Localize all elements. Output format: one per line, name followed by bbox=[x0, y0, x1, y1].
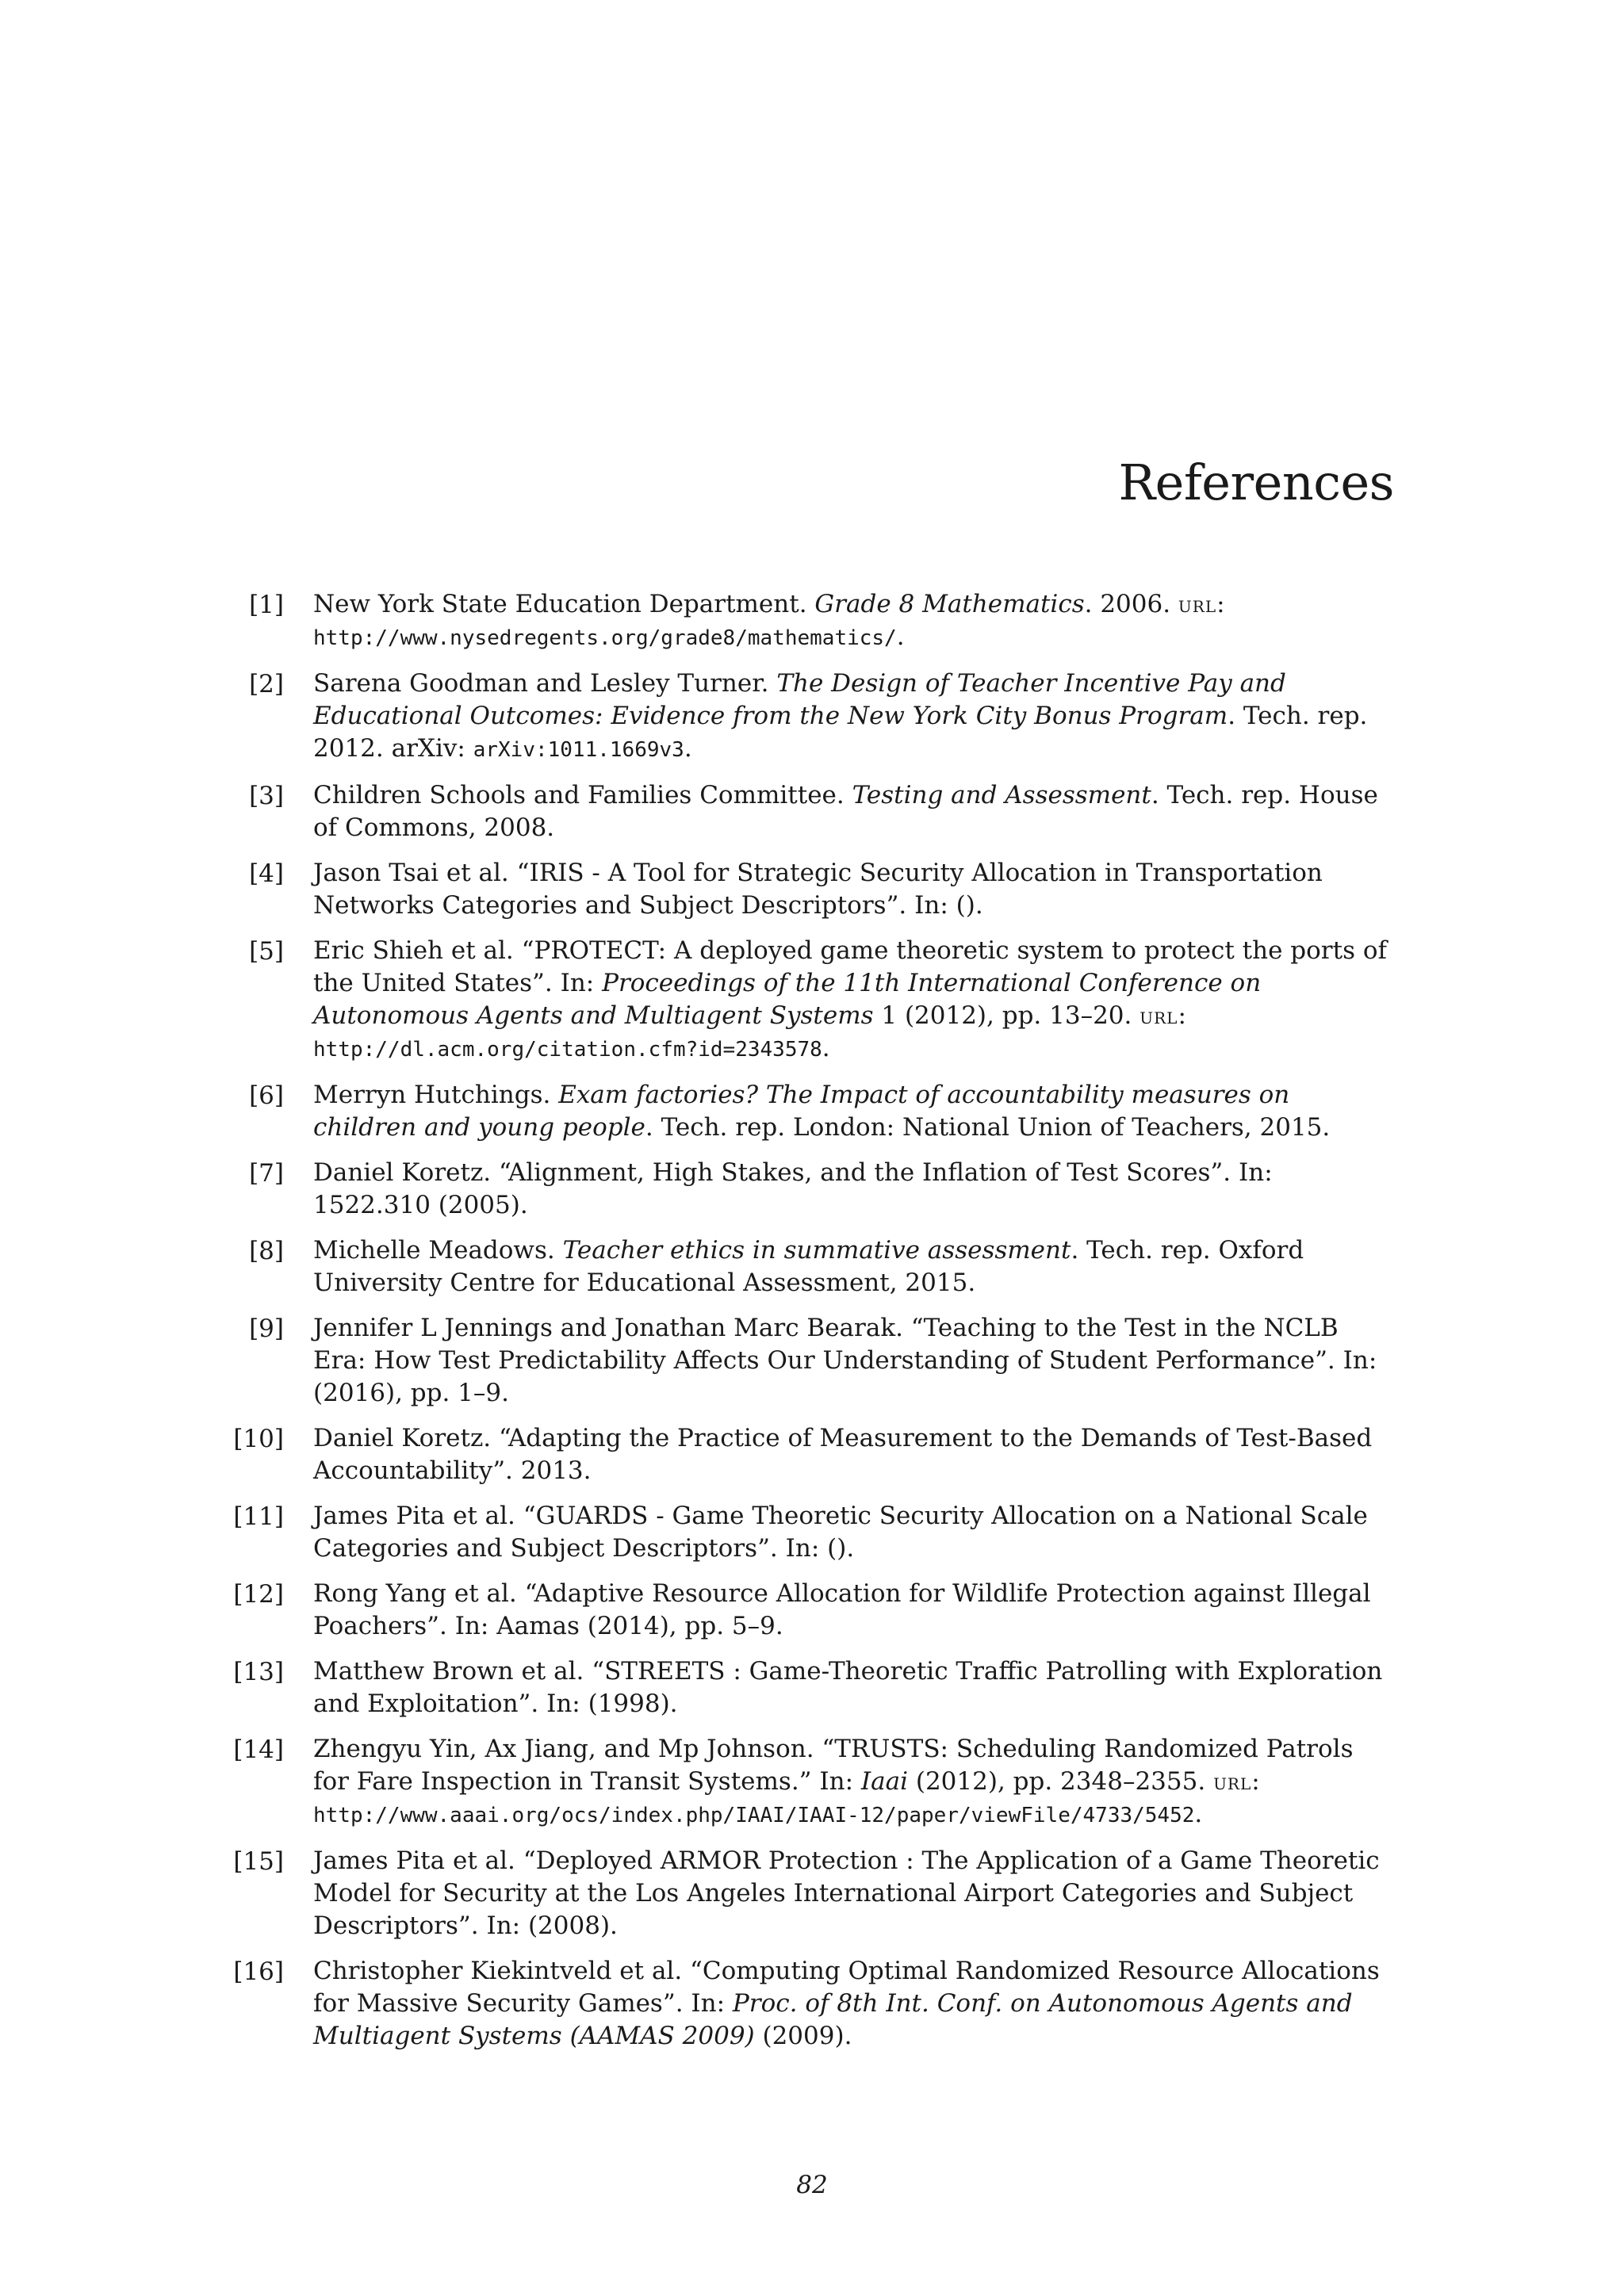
reference-segment: Children Schools and Families Committee. bbox=[313, 781, 852, 809]
reference-italic-title: Proc. of 8th Int. Conf. on Autonomous Agents and Multiagent Systems (AAMAS 2009) bbox=[313, 1989, 1353, 2050]
reference-segment: : bbox=[1251, 1767, 1260, 1796]
reference-text bbox=[313, 1422, 1396, 1487]
reference-number: [7] bbox=[249, 1159, 284, 1188]
reference-item bbox=[230, 857, 1396, 922]
reference-segment: Merryn Hutchings. bbox=[313, 1081, 559, 1109]
reference-italic-title: Testing and Assessment bbox=[852, 781, 1151, 809]
reference-text bbox=[313, 857, 1396, 922]
reference-segment: Rong Yang et al. “Adaptive Resource Allocation for Wildlife Protection against Illegal Poachers”. In: Aamas (2014), pp. 5–9. bbox=[313, 1579, 1371, 1640]
reference-segment: . bbox=[1194, 1800, 1203, 1828]
reference-text bbox=[313, 668, 1396, 767]
reference-item bbox=[230, 1312, 1396, 1410]
url-label: url bbox=[1213, 1769, 1252, 1795]
reference-italic-title: Iaai bbox=[860, 1767, 909, 1796]
reference-text bbox=[313, 1955, 1396, 2053]
reference-segment: . Tech. rep. House of Commons, 2008. bbox=[313, 781, 1378, 842]
reference-item bbox=[230, 779, 1396, 844]
reference-segment: . Tech. rep. 2012. arXiv: bbox=[313, 702, 1368, 763]
reference-segment: James Pita et al. “Deployed ARMOR Protection : The Application of a Game Theoretic Model for Security at the Los Angeles International Airport Categories and Subject Descriptors”. In: (2008). bbox=[313, 1846, 1380, 1940]
reference-url[interactable]: arXiv:1011.1669v3 bbox=[473, 738, 684, 762]
reference-number: [4] bbox=[249, 859, 284, 888]
reference-segment: 1 (2012), pp. 13–20. bbox=[873, 1001, 1140, 1030]
url-label: url bbox=[1139, 1003, 1178, 1029]
reference-item bbox=[230, 935, 1396, 1066]
reference-italic-title: The Design of Teacher Incentive Pay and Educational Outcomes: Evidence from the New York City Bonus Program bbox=[313, 669, 1286, 730]
reference-url[interactable]: http://www.nysedregents.org/grade8/mathematics/ bbox=[313, 626, 897, 650]
reference-segment: Daniel Koretz. “Alignment, High Stakes, and the Inflation of Test Scores”. In: 1522.310 (2005). bbox=[313, 1158, 1273, 1219]
reference-number: [9] bbox=[249, 1314, 284, 1343]
reference-list bbox=[230, 588, 1396, 2065]
reference-number: [1] bbox=[249, 591, 284, 619]
reference-text bbox=[313, 1234, 1396, 1299]
reference-number: [8] bbox=[249, 1237, 284, 1265]
reference-segment: . 2006. bbox=[1084, 590, 1178, 618]
reference-segment: Matthew Brown et al. “STREETS : Game-Theoretic Traffic Patrolling with Exploration and Exploitation”. In: (1998). bbox=[313, 1657, 1383, 1718]
reference-text bbox=[313, 1733, 1396, 1832]
page-title: References bbox=[1118, 453, 1394, 511]
reference-number: [6] bbox=[249, 1081, 284, 1110]
reference-italic-title: Proceedings of the 11th International Conference on Autonomous Agents and Multiagent Systems bbox=[313, 969, 1262, 1030]
reference-text bbox=[313, 1655, 1396, 1720]
reference-text bbox=[313, 1845, 1396, 1942]
reference-text bbox=[313, 1157, 1396, 1222]
reference-item bbox=[230, 1500, 1396, 1565]
reference-italic-title: Teacher ethics in summative assessment bbox=[562, 1236, 1071, 1265]
reference-italic-title: Exam factories? The Impact of accountability measures on children and young people bbox=[313, 1081, 1290, 1142]
reference-segment: . bbox=[896, 622, 905, 651]
reference-segment: Jennifer L Jennings and Jonathan Marc Bearak. “Teaching to the Test in the NCLB Era: How Test Predictability Affects Our Understanding of Student Performance”. In: (2016), pp. 1–9. bbox=[313, 1314, 1377, 1407]
reference-segment: (2012), pp. 2348–2355. bbox=[908, 1767, 1214, 1796]
reference-text bbox=[313, 588, 1396, 655]
reference-item bbox=[230, 668, 1396, 767]
reference-segment: (2009). bbox=[754, 2022, 852, 2050]
reference-item bbox=[230, 1578, 1396, 1643]
reference-item bbox=[230, 1079, 1396, 1144]
reference-number: [2] bbox=[249, 670, 284, 698]
reference-number: [10] bbox=[233, 1425, 284, 1453]
reference-segment: Jason Tsai et al. “IRIS - A Tool for Strategic Security Allocation in Transportation Networks Categories and Subject Descriptors”. In: (). bbox=[313, 859, 1323, 920]
reference-segment: : bbox=[1216, 590, 1225, 618]
reference-segment: . bbox=[822, 1034, 830, 1062]
reference-number: [15] bbox=[233, 1847, 284, 1876]
reference-item bbox=[230, 1655, 1396, 1720]
reference-item bbox=[230, 588, 1396, 655]
reference-text bbox=[313, 779, 1396, 844]
reference-item bbox=[230, 1955, 1396, 2053]
reference-text bbox=[313, 935, 1396, 1066]
reference-text bbox=[313, 1312, 1396, 1410]
reference-item bbox=[230, 1157, 1396, 1222]
reference-url[interactable]: http://www.aaai.org/ocs/index.php/IAAI/IAAI-12/paper/viewFile/4733/5452 bbox=[313, 1804, 1195, 1827]
reference-segment: Zhengyu Yin, Ax Jiang, and Mp Johnson. “TRUSTS: Scheduling Randomized Patrols for Fare Inspection in Transit Systems.” In: bbox=[313, 1735, 1354, 1796]
page-number: 82 bbox=[796, 2171, 828, 2199]
reference-segment: . Tech. rep. London: National Union of Teachers, 2015. bbox=[645, 1113, 1331, 1142]
reference-number: [11] bbox=[233, 1502, 284, 1531]
reference-number: [3] bbox=[249, 782, 284, 810]
reference-item bbox=[230, 1234, 1396, 1299]
reference-url[interactable]: http://dl.acm.org/citation.cfm?id=2343578 bbox=[313, 1038, 822, 1062]
reference-number: [14] bbox=[233, 1735, 284, 1764]
reference-segment: James Pita et al. “GUARDS - Game Theoretic Security Allocation on a National Scale Categories and Subject Descriptors”. In: (). bbox=[313, 1502, 1368, 1563]
reference-segment: . Tech. rep. Oxford University Centre for Educational Assessment, 2015. bbox=[313, 1236, 1304, 1297]
reference-segment: Michelle Meadows. bbox=[313, 1236, 563, 1265]
reference-number: [5] bbox=[249, 937, 284, 966]
reference-segment: Eric Shieh et al. “PROTECT: A deployed game theoretic system to protect the ports of the United States”. In: bbox=[313, 936, 1387, 997]
reference-item bbox=[230, 1845, 1396, 1942]
reference-number: [12] bbox=[233, 1580, 284, 1609]
reference-segment: Daniel Koretz. “Adapting the Practice of Measurement to the Demands of Test-Based Accountability”. 2013. bbox=[313, 1424, 1373, 1485]
reference-number: [16] bbox=[233, 1957, 284, 1986]
reference-segment: Sarena Goodman and Lesley Turner. bbox=[313, 669, 777, 698]
reference-item bbox=[230, 1733, 1396, 1832]
reference-segment: : bbox=[1178, 1001, 1186, 1030]
reference-segment: . bbox=[684, 734, 692, 763]
reference-segment: Christopher Kiekintveld et al. “Computing Optimal Randomized Resource Allocations for Massive Security Games”. In: bbox=[313, 1957, 1380, 2018]
url-label: url bbox=[1178, 591, 1217, 618]
reference-number: [13] bbox=[233, 1658, 284, 1686]
reference-text bbox=[313, 1500, 1396, 1565]
reference-text bbox=[313, 1079, 1396, 1144]
reference-italic-title: Grade 8 Mathematics bbox=[814, 590, 1085, 618]
reference-segment: New York State Education Department. bbox=[313, 590, 815, 618]
reference-text bbox=[313, 1578, 1396, 1643]
reference-item bbox=[230, 1422, 1396, 1487]
